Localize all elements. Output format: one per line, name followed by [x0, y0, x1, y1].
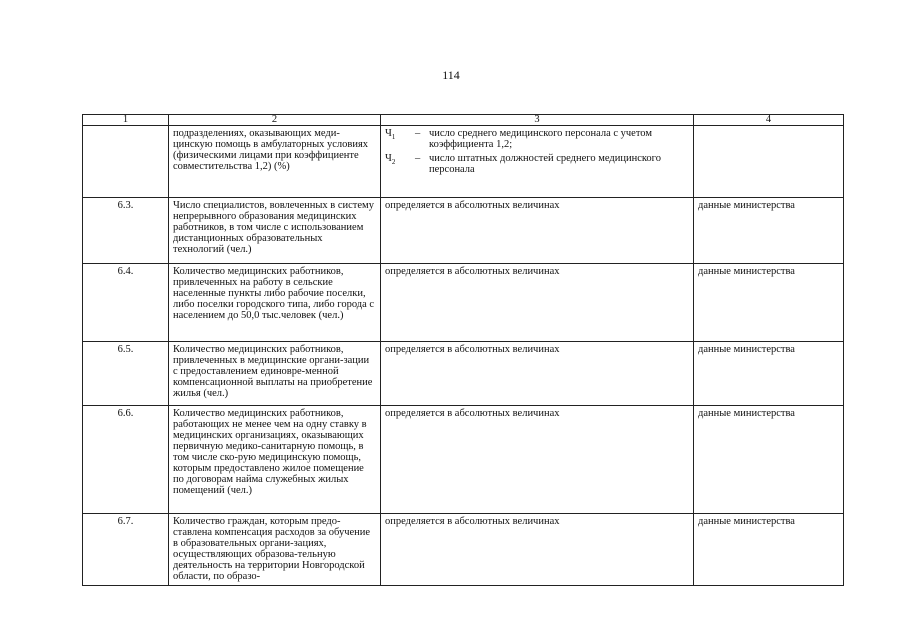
indicator-table: [82, 114, 844, 586]
indicator-description: Количество медицинских работников, работающих не менее чем на одну ставку в медицинских организациях, оказывающих первичную медико-санитарную помощь, в том числе ско-рую медицинскую помощь, которым предоставлено жилое помещение по договорам найма служебных жилых помещений (чел.): [169, 406, 381, 514]
table-row-continued: [83, 126, 844, 198]
header-row: [83, 115, 844, 126]
row-number: 6.7.: [83, 514, 169, 586]
calculation-method: определяется в абсолютных величинах: [381, 198, 694, 264]
indicator-description: Число специалистов, вовлеченных в систему непрерывного образования медицинских работников, в том числе с использованием дистанционных образовательных технологий (чел.): [169, 198, 381, 264]
formula-symbol-2: $Ч_2$: [385, 153, 396, 167]
data-source: данные министерства: [694, 406, 844, 514]
row-number: 6.5.: [83, 342, 169, 406]
formula-dash-2: –: [415, 153, 421, 164]
table-row: [83, 198, 844, 264]
row-number-empty: [83, 126, 169, 198]
row-number: 6.4.: [83, 264, 169, 342]
data-source: данные министерства: [694, 198, 844, 264]
column-header-1: 1: [83, 115, 169, 126]
formula-symbol-1: $Ч_1$: [385, 128, 396, 142]
formula-variable-1: [385, 128, 689, 150]
calculation-method: определяется в абсолютных величинах: [381, 406, 694, 514]
calculation-method: определяется в абсолютных величинах: [381, 264, 694, 342]
data-source: данные министерства: [694, 342, 844, 406]
column-header-4: 4: [694, 115, 844, 126]
calculation-method: определяется в абсолютных величинах: [381, 514, 694, 586]
data-source: данные министерства: [694, 514, 844, 586]
formula-dash-1: –: [415, 128, 421, 139]
indicator-description: Количество граждан, которым предо-ставлена компенсация расходов за обучение в образовательных органи-зациях, осуществляющих образова-тельную деятельность на территории Новгородской области, по образо-: [169, 514, 381, 586]
page-number: 114: [442, 68, 460, 82]
data-source-empty: [694, 126, 844, 198]
data-source: данные министерства: [694, 264, 844, 342]
formula-variable-2: [385, 153, 689, 175]
formula-text-2: число штатных должностей среднего медицинского персонала: [429, 153, 661, 175]
table-row: [83, 264, 844, 342]
table-row: [83, 406, 844, 514]
column-header-3: 3: [381, 115, 694, 126]
indicator-description: Количество медицинских работников, привлеченных на работу в сельские населенные пункты либо рабочие поселки, либо поселки городского типа, либо города с населением до 50,0 тыс.человек (чел.): [169, 264, 381, 342]
column-header-2: 2: [169, 115, 381, 126]
row-number: 6.3.: [83, 198, 169, 264]
indicator-description: подразделениях, оказывающих меди-цинскую помощь в амбулаторных условиях (физическими лицами при коэффициенте совместительства 1,2) (%): [169, 126, 381, 198]
table-row: [83, 342, 844, 406]
formula-text-1: число среднего медицинского персонала с учетом коэффициента 1,2;: [429, 128, 652, 150]
calculation-method: определяется в абсолютных величинах: [381, 342, 694, 406]
indicator-description: Количество медицинских работников, привлеченных в медицинские органи-зации с предоставлением единовре-менной компенсационной выплаты на приобретение жилья (чел.): [169, 342, 381, 406]
table-row: [83, 514, 844, 586]
row-number: 6.6.: [83, 406, 169, 514]
calculation-formula: [381, 126, 694, 198]
